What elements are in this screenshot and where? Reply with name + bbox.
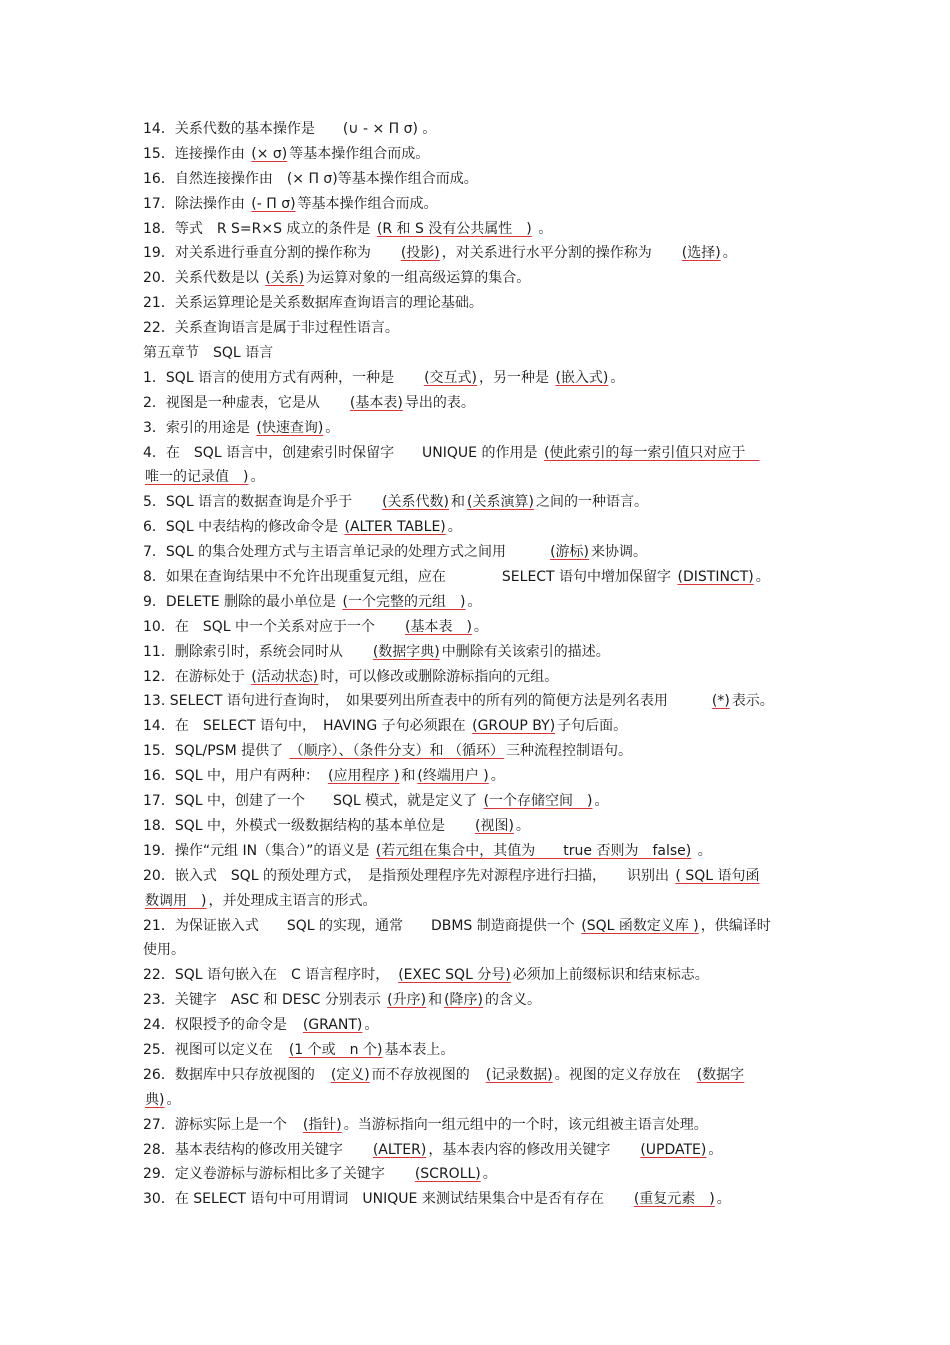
text-line [143, 515, 808, 540]
answer-text: 数调用 ) [145, 892, 207, 909]
body-text: 5．SQL 语言的数据查询是介乎于 [143, 494, 381, 511]
body-text: 。 [473, 618, 488, 635]
body-text: 2．视图是一种虚表，它是从 [143, 394, 348, 411]
body-text: 9．DELETE 删除的最小单位是 [143, 593, 341, 610]
text-line [143, 988, 808, 1013]
body-text: 子句后面。 [557, 718, 628, 735]
body-text: 。 [755, 569, 770, 586]
text-line [143, 889, 808, 914]
text-line [143, 714, 808, 739]
body-text: 而不存放视图的 [371, 1066, 484, 1083]
answer-text: (若元组在集合中，其值为 true 否则为 false) [375, 842, 692, 859]
body-text: 。 [716, 1191, 731, 1208]
answer-text: (数据字 [696, 1066, 745, 1083]
answer-text: (× σ) [251, 145, 288, 162]
answer-text: (活动状态) [251, 668, 319, 685]
text-line [143, 241, 808, 266]
answer-text: (UPDATE) [640, 1141, 707, 1158]
text-line [143, 1187, 808, 1212]
body-text: 30．在 SELECT 语句中可用谓词 UNIQUE 来测试结果集合中是否有存在 [143, 1191, 632, 1208]
body-text: ，并处理成主语言的形式。 [208, 892, 377, 909]
body-text: 20．关系代数是以 [143, 270, 264, 287]
body-text: 14．关系代数的基本操作是 (∪ - × Π σ) 。 [143, 121, 437, 137]
text-line [143, 565, 808, 590]
body-text: 16．自然连接操作由 (× Π σ)等基本操作组合而成。 [143, 170, 478, 187]
body-text: 20．嵌入式 SQL 的预处理方式， 是指预处理程序先对源程序进行扫描， 识别出 [143, 867, 674, 884]
body-text: 。 [610, 369, 625, 386]
body-text: 10．在 SQL 中一个关系对应于一个 [143, 618, 403, 635]
answer-text: （顺序）、（条件分支）和 （循环） [289, 743, 504, 760]
body-text: 三种流程控制语句。 [506, 743, 632, 760]
text-line [143, 1162, 808, 1187]
body-text: 18．等式 R S=R×S 成立的条件是 [143, 220, 375, 237]
answer-text: (嵌入式) [555, 369, 609, 386]
body-text: ，供编译时 [700, 917, 771, 934]
body-text: 为运算对象的一组高级运算的集合。 [306, 270, 531, 287]
text-line [143, 1038, 808, 1063]
body-text: 之间的一种语言。 [535, 494, 648, 511]
body-text: 第五章节 SQL 语言 [143, 345, 274, 362]
body-text: 16．SQL 中，用户有两种： [143, 768, 326, 785]
body-text: 14．在 SELECT 语句中， HAVING 子句必须跟在 [143, 718, 471, 735]
body-text: 22．SQL 语句嵌入在 C 语言程序时， [143, 967, 397, 984]
text-line [143, 341, 808, 366]
answer-text: (基本表) [349, 394, 403, 411]
answer-text: (GRANT) [302, 1017, 363, 1034]
text-line [143, 540, 808, 565]
body-text: 。 [325, 419, 340, 436]
text-line [143, 665, 808, 690]
body-text: 18．SQL 中，外模式一级数据结构的基本单位是 [143, 817, 473, 834]
answer-text: (视图) [474, 817, 514, 834]
body-text: 必须加上前缀标识和结束标志。 [512, 967, 709, 984]
text-line [143, 490, 808, 515]
body-text: 。 [482, 1166, 497, 1183]
answer-text: (游标) [550, 544, 589, 561]
body-text: 表示。 [731, 693, 774, 710]
body-text: 导出的表。 [404, 394, 475, 411]
body-text: 。 [594, 793, 609, 810]
body-text: ，另一种是 [479, 369, 554, 386]
text-line [143, 640, 808, 665]
body-text: 和 [401, 768, 416, 785]
text-line [143, 963, 808, 988]
text-line [143, 839, 808, 864]
text-line [143, 764, 808, 789]
answer-text: (R 和 S 没有公共属性 ) [376, 220, 532, 237]
answer-text: (一个完整的元组 ) [342, 593, 466, 610]
body-text: 。当游标指向一组元组中的一个时，该元组被主语言处理。 [343, 1116, 708, 1133]
answer-text: (DISTINCT) [677, 569, 754, 586]
answer-text: (升序) [387, 992, 427, 1009]
body-text: 15．SQL/PSM 提供了 [143, 743, 288, 760]
body-text: 。 [490, 768, 505, 785]
text-line [143, 291, 808, 316]
body-text: 来协调。 [591, 544, 647, 561]
body-text: 15．连接操作由 [143, 145, 250, 162]
body-text: 12．在游标处于 [143, 668, 250, 685]
text-line [143, 1138, 808, 1163]
document-body [143, 117, 808, 1212]
body-text: 19．对关系进行垂直分割的操作称为 [143, 245, 399, 262]
answer-text: (定义) [330, 1066, 370, 1083]
text-line [143, 615, 808, 640]
answer-text: (EXEC SQL 分号) [398, 967, 511, 984]
answer-text: 唯一的记录值 ) [145, 469, 249, 486]
body-text: 22．关系查询语言是属于非过程性语言。 [143, 320, 399, 337]
answer-text: (关系代数) [382, 494, 450, 511]
text-line [143, 914, 808, 939]
text-line [143, 864, 808, 889]
body-text: 的含义。 [485, 992, 542, 1009]
body-text: 27．游标实际上是一个 [143, 1116, 301, 1133]
answer-text: (SQL 函数定义库 ) [581, 917, 699, 934]
body-text: 21．为保证嵌入式 SQL 的实现，通常 DBMS 制造商提供一个 [143, 917, 580, 934]
body-text: 24．权限授予的命令是 [143, 1017, 301, 1034]
body-text: 。 [708, 1141, 723, 1158]
answer-text: (ALTER) [372, 1141, 427, 1158]
body-text: 和 [428, 992, 443, 1009]
body-text: 1．SQL 语言的使用方式有两种，一种是 [143, 369, 423, 386]
body-text: 。 [693, 842, 712, 859]
answer-text: (应用程序 ) [327, 768, 400, 785]
text-line [143, 789, 808, 814]
text-line [143, 739, 808, 764]
text-line [143, 117, 808, 142]
body-text: 21．关系运算理论是关系数据库查询语言的理论基础。 [143, 295, 483, 312]
text-line [143, 217, 808, 242]
text-line [143, 938, 808, 963]
answer-text: (投影) [400, 245, 440, 262]
answer-text: (重复元素 ) [633, 1191, 715, 1208]
text-line [143, 814, 808, 839]
body-text: ，对关系进行水平分割的操作称为 [441, 245, 680, 262]
body-text: 28．基本表结构的修改用关键字 [143, 1141, 371, 1158]
body-text: 。 [533, 220, 553, 237]
text-line [143, 1013, 808, 1038]
body-text: 。 [364, 1017, 379, 1034]
answer-text: (交互式) [424, 369, 477, 386]
text-line [143, 1063, 808, 1088]
text-line [143, 266, 808, 291]
answer-text: (基本表 ) [404, 618, 472, 635]
body-text: 。 [250, 469, 265, 486]
body-text: 4．在 SQL 语言中，创建索引时保留字 UNIQUE 的作用是 [143, 444, 542, 461]
text-line [143, 689, 808, 714]
body-text: 17．SQL 中，创建了一个 SQL 模式，就是定义了 [143, 793, 482, 810]
body-text: 19．操作“元组 IN（集合）”的语义是 [143, 842, 374, 859]
body-text: 等基本操作组合而成。 [289, 145, 430, 162]
text-line [143, 142, 808, 167]
answer-text: (- Π σ) [251, 195, 296, 212]
answer-text: (降序) [444, 992, 484, 1009]
body-text: 。 [722, 245, 737, 262]
body-text: 23．关键字 ASC 和 DESC 分别表示 [143, 992, 386, 1009]
body-text: 3．索引的用途是 [143, 419, 255, 436]
text-line [143, 1088, 808, 1113]
body-text: 17．除法操作由 [143, 195, 250, 212]
answer-text: (记录数据) [485, 1066, 553, 1083]
body-text: 13. SELECT 语句进行查询时， 如果要列出所查表中的所有列的简便方法是列名表用 [143, 693, 710, 710]
body-text: 中删除有关该索引的描述。 [441, 643, 610, 660]
body-text: 基本表上。 [384, 1041, 455, 1058]
body-text: 29．定义卷游标与游标相比多了关键字 [143, 1166, 413, 1183]
answer-text: (1 个或 n 个) [288, 1041, 383, 1058]
body-text: 等基本操作组合而成。 [297, 195, 438, 212]
answer-text: ( SQL 语句函 [675, 867, 760, 884]
text-line [143, 167, 808, 192]
answer-text: (关系演算) [467, 494, 534, 511]
body-text: 7．SQL 的集合处理方式与主语言单记录的处理方式之间用 [143, 544, 549, 561]
body-text: 26．数据库中只存放视图的 [143, 1066, 329, 1083]
answer-text: (SCROLL) [414, 1166, 481, 1183]
body-text: 25．视图可以定义在 [143, 1041, 287, 1058]
answer-text: (GROUP BY) [472, 718, 556, 735]
body-text: 6．SQL 中表结构的修改命令是 [143, 519, 343, 536]
body-text: 。 [467, 593, 482, 610]
answer-text: (快速查询) [256, 419, 324, 436]
body-text: 。 [447, 519, 462, 536]
answer-text: (一个存储空间 ) [483, 793, 593, 810]
text-line [143, 416, 808, 441]
answer-text: (使此索引的每一索引值只对应于 [543, 444, 760, 461]
answer-text: 典) [145, 1091, 165, 1108]
body-text: ，基本表内容的修改用关键字 [428, 1141, 639, 1158]
body-text: 11．删除索引时，系统会同时从 [143, 643, 371, 660]
text-line [143, 590, 808, 615]
answer-text: (ALTER TABLE) [344, 519, 446, 536]
answer-text: (关系) [265, 270, 305, 287]
text-line [143, 192, 808, 217]
text-line [143, 391, 808, 416]
answer-text: (终端用户 ) [417, 768, 489, 785]
body-text: 。视图的定义存放在 [554, 1066, 695, 1083]
answer-text: (*) [711, 693, 730, 710]
answer-text: (指针) [302, 1116, 342, 1133]
body-text: 。 [515, 817, 530, 834]
answer-text: (数据字典) [372, 643, 440, 660]
body-text: 使用。 [143, 942, 185, 959]
body-text: 和 [451, 494, 466, 511]
text-line [143, 1113, 808, 1138]
body-text: 。 [166, 1091, 181, 1108]
text-line [143, 465, 808, 490]
text-line [143, 441, 808, 466]
body-text: 时，可以修改或删除游标指向的元组。 [320, 668, 559, 685]
body-text: 8．如果在查询结果中不允许出现重复元组，应在 SELECT 语句中增加保留字 [143, 569, 676, 586]
text-line [143, 316, 808, 341]
text-line [143, 366, 808, 391]
answer-text: (选择) [681, 245, 721, 262]
